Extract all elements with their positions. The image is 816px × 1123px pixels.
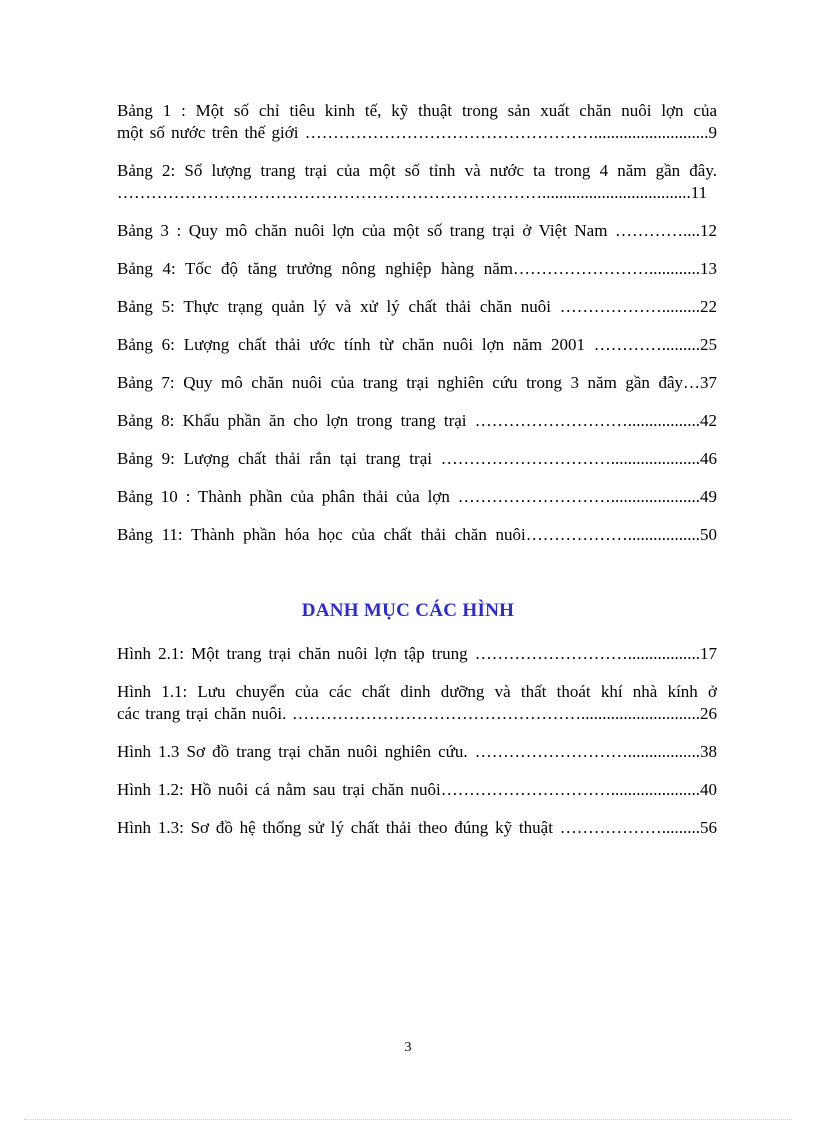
toc-entry-line: Bảng 3 : Quy mô chăn nuôi lợn của một số trang trại ở Việt Nam …………....12 (117, 221, 717, 240)
toc-entry-line: Bảng 9: Lượng chất thải rắn tại trang trại ………………………….....................46 (117, 449, 717, 468)
toc-entry-line: Bảng 11: Thành phần hóa học của chất thải chăn nuôi……………….................50 (117, 525, 717, 544)
toc-entry-line: Bảng 5: Thực trạng quản lý và xử lý chất thải chăn nuôi ……………….........22 (117, 297, 717, 316)
toc-entry-line: Hình 1.1: Lưu chuyển của các chất dinh dưỡng và thất thoát khí nhà kính ở (117, 682, 717, 701)
table-list (117, 100, 717, 562)
toc-entry-table-6 (117, 334, 717, 356)
toc-entry-line: Bảng 10 : Thành phần của phân thải của lợn ……………………….....................49 (117, 487, 717, 506)
toc-entry-line: Bảng 6: Lượng chất thải ước tính từ chăn nuôi lợn năm 2001 ………….........25 (117, 335, 717, 354)
page-bottom-divider (24, 1119, 792, 1120)
page-number: 3 (404, 1040, 412, 1055)
toc-entry-line: các trang trại chăn nuôi. ……………………………………………............................26 (117, 704, 717, 723)
toc-entry-table-9 (117, 448, 717, 470)
toc-entry-line: Bảng 1 : Một số chỉ tiêu kinh tế, kỹ thuật trong sản xuất chăn nuôi lợn của (117, 101, 717, 120)
toc-entry-line: Hình 1.3 Sơ đồ trang trại chăn nuôi nghiên cứu. ……………………….................38 (117, 742, 717, 761)
toc-entry-table-3 (117, 220, 717, 242)
toc-entry-line: một số nước trên thế giới ……………………………………………...........................9 (117, 123, 717, 142)
figures-heading: DANH MỤC CÁC HÌNH (301, 600, 515, 621)
toc-entry-table-4 (117, 258, 717, 280)
toc-entry-line: Hình 1.3: Sơ đồ hệ thống sử lý chất thải theo đúng kỹ thuật ……………….........56 (117, 818, 717, 837)
toc-entry-line: …………………………………………………………………...................................11 (117, 183, 708, 202)
toc-entry-figure-3 (117, 741, 717, 763)
toc-entry-line: Bảng 2: Số lượng trang trại của một số tỉnh và nước ta trong 4 năm gần đây. (117, 161, 717, 180)
toc-entry-line: Hình 1.2: Hồ nuôi cá nằm sau trại chăn nuôi………………………….....................40 (117, 780, 717, 799)
toc-entry-table-5 (117, 296, 717, 318)
toc-entry-table-2 (117, 160, 717, 204)
toc-entry-figure-5 (117, 817, 717, 839)
toc-entry-table-8 (117, 410, 717, 432)
toc-entry-line: Bảng 4: Tốc độ tăng trưởng nông nghiệp hàng năm……………………............13 (117, 259, 717, 278)
toc-entry-line: Bảng 8: Khẩu phần ăn cho lợn trong trang trại ……………………….................42 (117, 411, 717, 430)
figure-list (117, 643, 717, 855)
toc-entry-line: Hình 2.1: Một trang trại chăn nuôi lợn tập trung ……………………….................17 (117, 644, 717, 663)
toc-entry-figure-4 (117, 779, 717, 801)
toc-entry-table-10 (117, 486, 717, 508)
toc-entry-line: Bảng 7: Quy mô chăn nuôi của trang trại nghiên cứu trong 3 năm gần đây…37 (117, 373, 717, 392)
toc-entry-figure-2 (117, 681, 717, 725)
toc-entry-table-1 (117, 100, 717, 144)
toc-entry-figure-1 (117, 643, 717, 665)
toc-entry-table-11 (117, 524, 717, 546)
toc-entry-table-7 (117, 372, 717, 394)
